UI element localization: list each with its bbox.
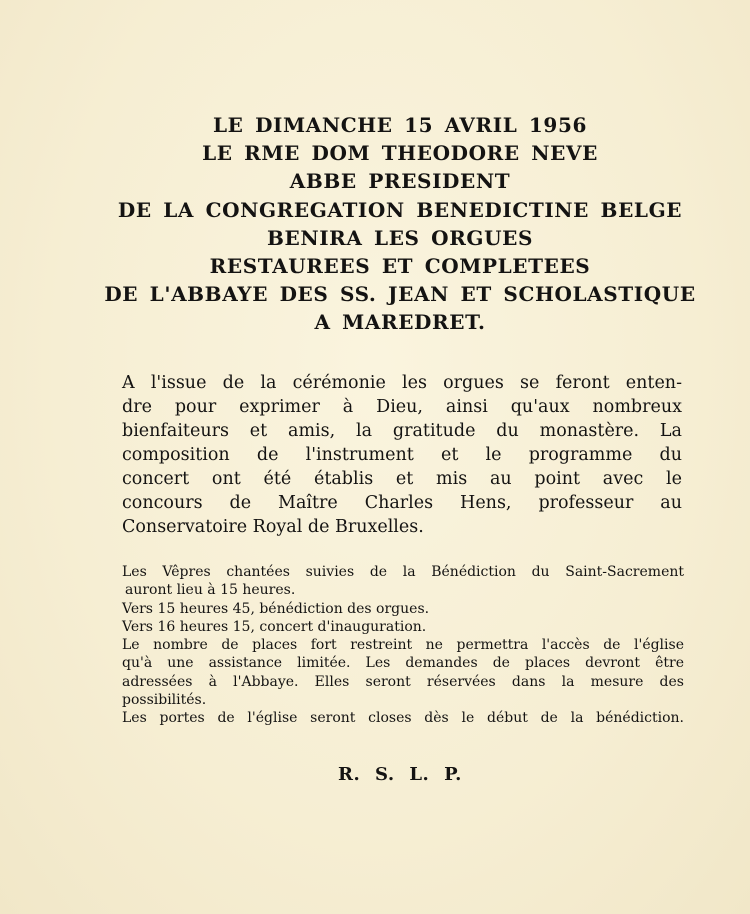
notes-line: Les Vêpres chantées suivies de la Bénédiction du Saint-Sacrement [122, 564, 684, 580]
paragraph-line: bienfaiteurs et amis, la gratitude du monastère. La [122, 421, 682, 441]
heading-line-officiant: LE RME DOM THEODORE NEVE [202, 141, 598, 166]
heading-line-blessing: BENIRA LES ORGUES [266, 225, 534, 250]
paragraph-line: Conservatoire Royal de Bruxelles. [122, 517, 424, 537]
notes-line: Les portes de l'église seront closes dès le début de la bénédiction. [122, 710, 684, 727]
heading-line-title: ABBE PRESIDENT [289, 169, 511, 194]
heading-line-congregation: DE LA CONGREGATION BENEDICTINE BELGE [117, 197, 683, 222]
notes-line: adressées à l'Abbaye. Elles seront réservées dans la mesure des [122, 673, 684, 690]
notes-line: Vers 16 heures 15, concert d'inauguration. [122, 618, 427, 635]
heading-line-restoration: RESTAUREES ET COMPLETEES [209, 254, 591, 279]
paragraph-line: dre pour exprimer à Dieu, ainsi qu'aux nombreux [122, 397, 682, 417]
notes-line: auront lieu à 15 heures. [125, 582, 296, 599]
notes-line: possibilités. [122, 692, 207, 709]
paragraph-line: concours de Maître Charles Hens, professeur au [122, 493, 682, 513]
notes-line: qu'à une assistance limitée. Les demandes de places devront être [122, 655, 684, 672]
notes-line: Le nombre de places fort restreint ne permettra l'accès de l'église [122, 637, 684, 654]
heading-line-date: LE DIMANCHE 15 AVRIL 1956 [213, 113, 587, 137]
announcement-heading [0, 111, 750, 337]
paragraph-line: A l'issue de la cérémonie les orgues se feront enten- [122, 373, 682, 393]
paragraph-line: composition de l'instrument et le programme du [122, 445, 682, 465]
schedule-notes [122, 563, 684, 728]
heading-line-place: A MAREDRET. [314, 310, 486, 335]
notes-line: Vers 15 heures 45, bénédiction des orgues. [122, 600, 430, 617]
paragraph-line: concert ont été établis et mis au point avec le [122, 469, 682, 489]
signature-rslp: R. S. L. P. [338, 764, 462, 785]
heading-line-abbey: DE L'ABBAYE DES SS. JEAN ET SCHOLASTIQUE [104, 282, 696, 307]
main-paragraph [122, 371, 682, 539]
